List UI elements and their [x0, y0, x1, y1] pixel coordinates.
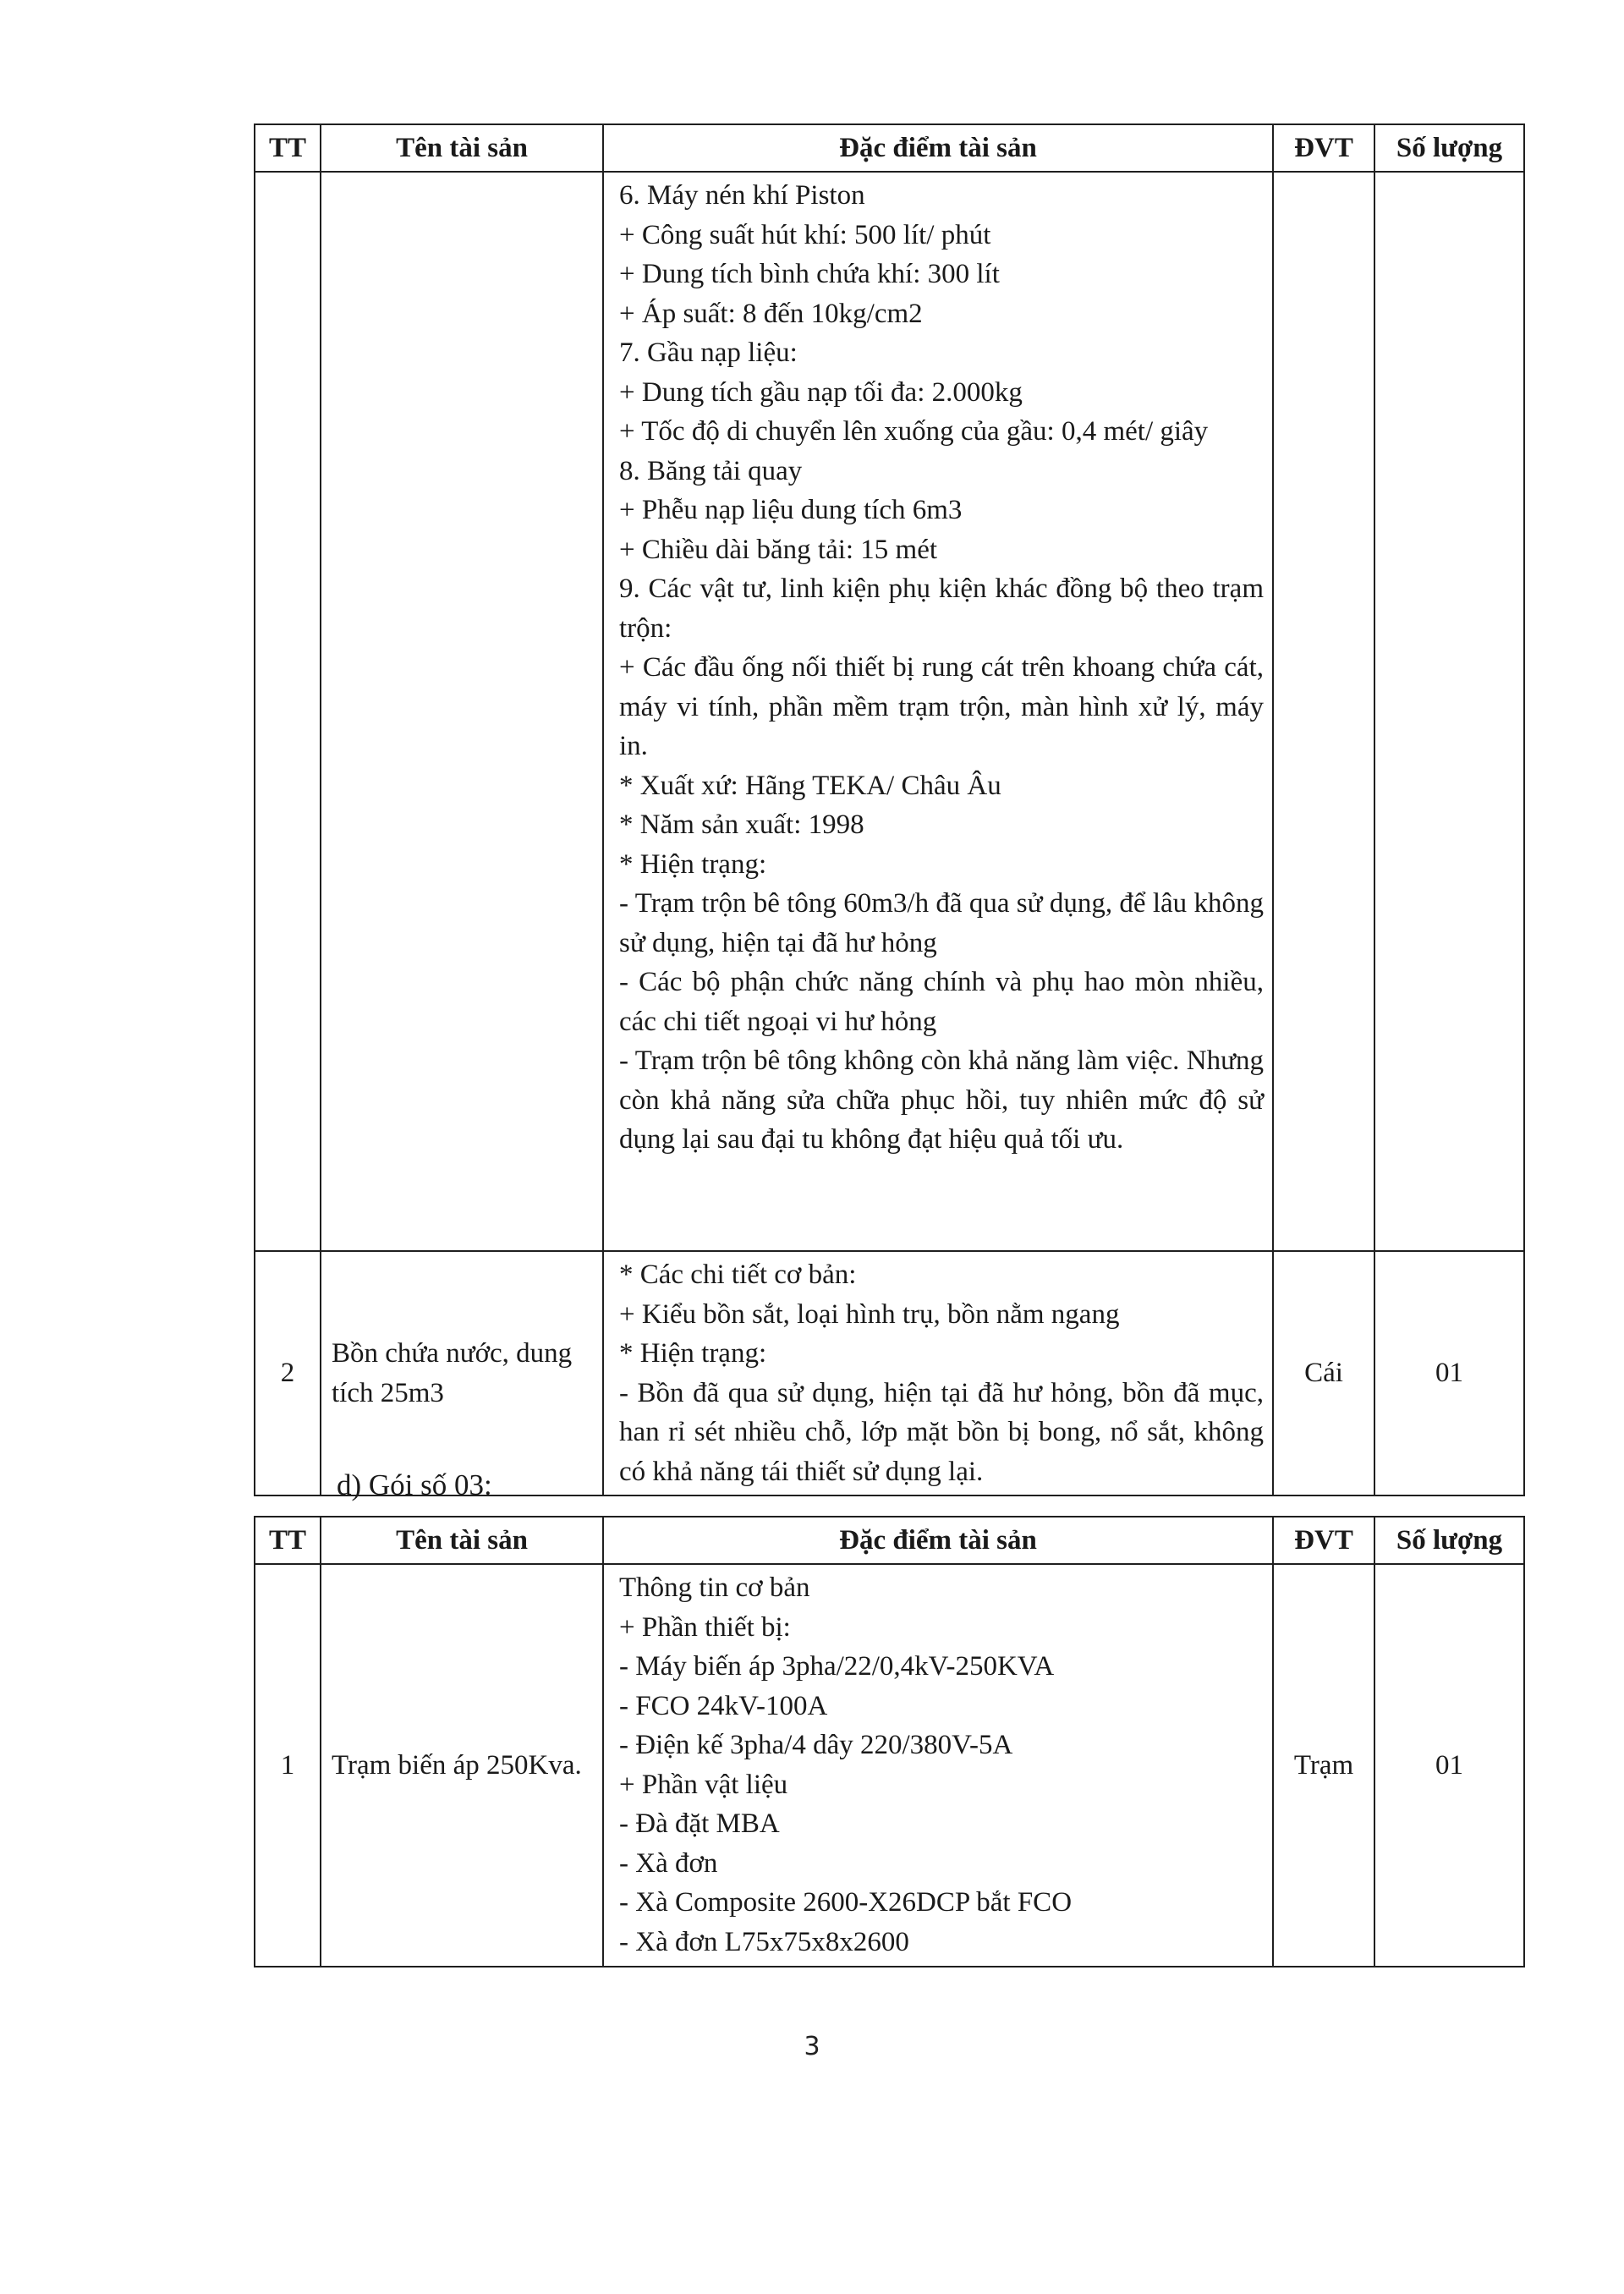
desc-line: - Xà đơn: [619, 1847, 718, 1879]
row-unit: Cái: [1273, 1251, 1374, 1495]
header-tt: TT: [255, 124, 321, 172]
header-unit: ĐVT: [1273, 124, 1374, 172]
row-quantity: 01: [1374, 1564, 1524, 1967]
row-quantity: 01: [1374, 1251, 1524, 1495]
desc-line: - Xà Composite 2600-X26DCP bắt FCO: [619, 1887, 1073, 1918]
desc-line: - Trạm trộn bê tông 60m3/h đã qua sử dụng, để lâu không sử dụng, hiện tại đã hư hỏng: [619, 888, 1264, 958]
desc-line: - Bồn đã qua sử dụng, hiện tại đã hư hỏng, bồn đã mục, han rỉ sét nhiều chỗ, lớp mặt bồn bị bong, nổ sắt, không có khả năng tái thiết sử dụng lại.: [619, 1377, 1264, 1487]
header-asset-name: Tên tài sản: [321, 124, 603, 172]
desc-line: - Đà đặt MBA: [619, 1808, 780, 1839]
desc-line: + Kiểu bồn sắt, loại hình trụ, bồn nằm ngang: [619, 1298, 1120, 1330]
desc-line: - Điện kế 3pha/4 dây 220/380V-5A: [619, 1730, 1013, 1760]
row-asset-description: [603, 1251, 1273, 1495]
header-asset-description: Đặc điểm tài sản: [603, 124, 1273, 172]
asset-table-1: [254, 123, 1525, 1496]
row-quantity: [1374, 172, 1524, 1251]
header-quantity: Số lượng: [1374, 124, 1524, 172]
desc-line: * Các chi tiết cơ bản:: [619, 1260, 857, 1290]
table-row: [255, 1564, 1524, 1967]
desc-line: * Xuất xứ: Hãng TEKA/ Châu Âu: [619, 770, 1001, 801]
desc-line: 6. Máy nén khí Piston: [619, 180, 865, 211]
row-tt: 1: [255, 1564, 321, 1967]
row-unit: Trạm: [1273, 1564, 1374, 1967]
desc-line: + Phần vật liệu: [619, 1769, 788, 1800]
header-quantity: Số lượng: [1374, 1517, 1524, 1564]
row-asset-name: Trạm biến áp 250Kva.: [321, 1564, 603, 1967]
row-tt: [255, 172, 321, 1251]
desc-line: + Phần thiết bị:: [619, 1611, 791, 1643]
row-tt: 2: [255, 1251, 321, 1495]
desc-line: + Dung tích bình chứa khí: 300 lít: [619, 259, 1000, 289]
desc-line: - Trạm trộn bê tông không còn khả năng làm việc. Nhưng còn khả năng sửa chữa phục hồi, tuy nhiên mức độ sử dụng lại sau đại tu không đạt hiệu quả tối ưu.: [619, 1045, 1264, 1155]
table-row: [255, 1251, 1524, 1495]
row-asset-description: [603, 1564, 1273, 1967]
desc-line: + Áp suất: 8 đến 10kg/cm2: [619, 298, 923, 329]
table-header-row: [255, 1517, 1524, 1564]
desc-line: * Hiện trạng:: [619, 1338, 767, 1369]
desc-line: + Dung tích gầu nạp tối đa: 2.000kg: [619, 376, 1023, 408]
table-header-row: [255, 124, 1524, 172]
desc-line: Thông tin cơ bản: [619, 1572, 810, 1603]
desc-line: + Công suất hút khí: 500 lít/ phút: [619, 219, 991, 250]
desc-line: - FCO 24kV-100A: [619, 1690, 828, 1721]
desc-line: + Các đầu ống nối thiết bị rung cát trên khoang chứa cát, máy vi tính, phần mềm trạm trộn, màn hình xử lý, máy in.: [619, 652, 1264, 761]
row-unit: [1273, 172, 1374, 1251]
desc-line: 7. Gầu nạp liệu:: [619, 338, 798, 368]
section-label: d) Gói số 03:: [337, 1468, 492, 1501]
header-asset-description: Đặc điểm tài sản: [603, 1517, 1273, 1564]
desc-line: 8. Băng tải quay: [619, 455, 803, 486]
page-number: 3: [804, 2032, 820, 2061]
asset-table-2: [254, 1516, 1525, 1967]
desc-line: + Phễu nạp liệu dung tích 6m3: [619, 495, 963, 525]
desc-line: + Tốc độ di chuyển lên xuống của gầu: 0,4 mét/ giây: [619, 416, 1209, 447]
desc-line: - Các bộ phận chức năng chính và phụ hao mòn nhiều, các chi tiết ngoại vi hư hỏng: [619, 967, 1264, 1037]
desc-line: - Máy biến áp 3pha/22/0,4kV-250KVA: [619, 1651, 1055, 1682]
header-unit: ĐVT: [1273, 1517, 1374, 1564]
header-asset-name: Tên tài sản: [321, 1517, 603, 1564]
table-row: [255, 172, 1524, 1251]
desc-line: - Xà đơn L75x75x8x2600: [619, 1926, 909, 1957]
row-asset-name: Bồn chứa nước, dung tích 25m3: [321, 1251, 603, 1495]
desc-line: + Chiều dài băng tải: 15 mét: [619, 534, 938, 565]
desc-line: * Hiện trạng:: [619, 848, 767, 880]
desc-line: * Năm sản xuất: 1998: [619, 809, 864, 840]
header-tt: TT: [255, 1517, 321, 1564]
row-asset-description: [603, 172, 1273, 1251]
desc-line: 9. Các vật tư, linh kiện phụ kiện khác đồng bộ theo trạm trộn:: [619, 574, 1264, 644]
row-asset-name: [321, 172, 603, 1251]
